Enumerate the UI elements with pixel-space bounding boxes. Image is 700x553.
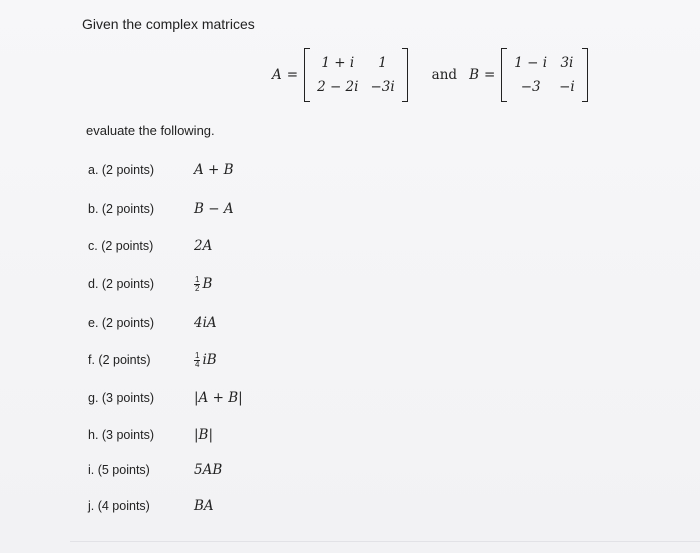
question-g [88, 388, 243, 408]
question-c [88, 236, 212, 256]
matrix-a-cell: 1 [378, 55, 387, 71]
question-expression: |B| [194, 427, 214, 443]
fraction-numerator: 1 [195, 350, 200, 360]
fraction-coefficient [194, 276, 200, 293]
question-f [88, 350, 217, 370]
question-label: g. (3 points) [88, 391, 155, 405]
question-a [88, 160, 234, 180]
equals-sign-a: = [286, 67, 299, 83]
question-b [88, 199, 234, 219]
question-expression: 5AB [194, 462, 223, 478]
question-i [88, 460, 222, 480]
matrix-b-cell: 1 − i [514, 55, 548, 71]
question-label: c. (2 points) [88, 239, 154, 253]
question-label: a. (2 points) [88, 163, 155, 177]
question-expression: B − A [194, 201, 234, 217]
question-h [88, 425, 213, 445]
question-expression: 2A [194, 238, 213, 254]
question-e [88, 313, 217, 333]
question-label: i. (5 points) [88, 463, 150, 477]
question-label: f. (2 points) [88, 353, 151, 367]
question-label: h. (3 points) [88, 428, 155, 442]
fraction-denominator: 2 [195, 283, 200, 293]
question-expression: iB [202, 352, 217, 368]
question-d [88, 274, 212, 294]
question-label: d. (2 points) [88, 277, 155, 291]
evaluate-instruction: evaluate the following. [86, 123, 215, 138]
question-label: j. (4 points) [88, 499, 150, 513]
question-expression: 4iA [194, 315, 217, 331]
matrix-a-cell: 2 − 2i [317, 79, 359, 95]
fraction-numerator: 1 [195, 274, 200, 284]
question-expression: BA [194, 498, 214, 514]
question-expression: |A + B| [194, 390, 243, 406]
intro-text: Given the complex matrices [82, 16, 255, 32]
matrix-b [501, 51, 587, 99]
matrix-b-cell: −i [559, 79, 575, 95]
divider-line [70, 541, 700, 542]
equals-sign-b: = [483, 67, 496, 83]
matrix-b-name: B [469, 67, 479, 83]
question-j [88, 496, 214, 516]
fraction-denominator: 4 [195, 359, 200, 369]
matrix-a-name: A [272, 67, 282, 83]
question-label: b. (2 points) [88, 202, 155, 216]
fraction-coefficient [194, 352, 200, 369]
question-expression: B [202, 276, 213, 292]
matrix-a [304, 51, 408, 99]
matrix-a-cell: −3i [370, 79, 395, 95]
question-expression: A + B [194, 162, 234, 178]
question-label: e. (2 points) [88, 316, 155, 330]
matrix-b-cell: −3 [520, 79, 541, 95]
matrix-b-cell: 3i [560, 55, 574, 71]
matrix-definitions [272, 46, 588, 104]
matrix-a-cell: 1 + i [321, 55, 355, 71]
conjunction-and: and [431, 67, 458, 83]
